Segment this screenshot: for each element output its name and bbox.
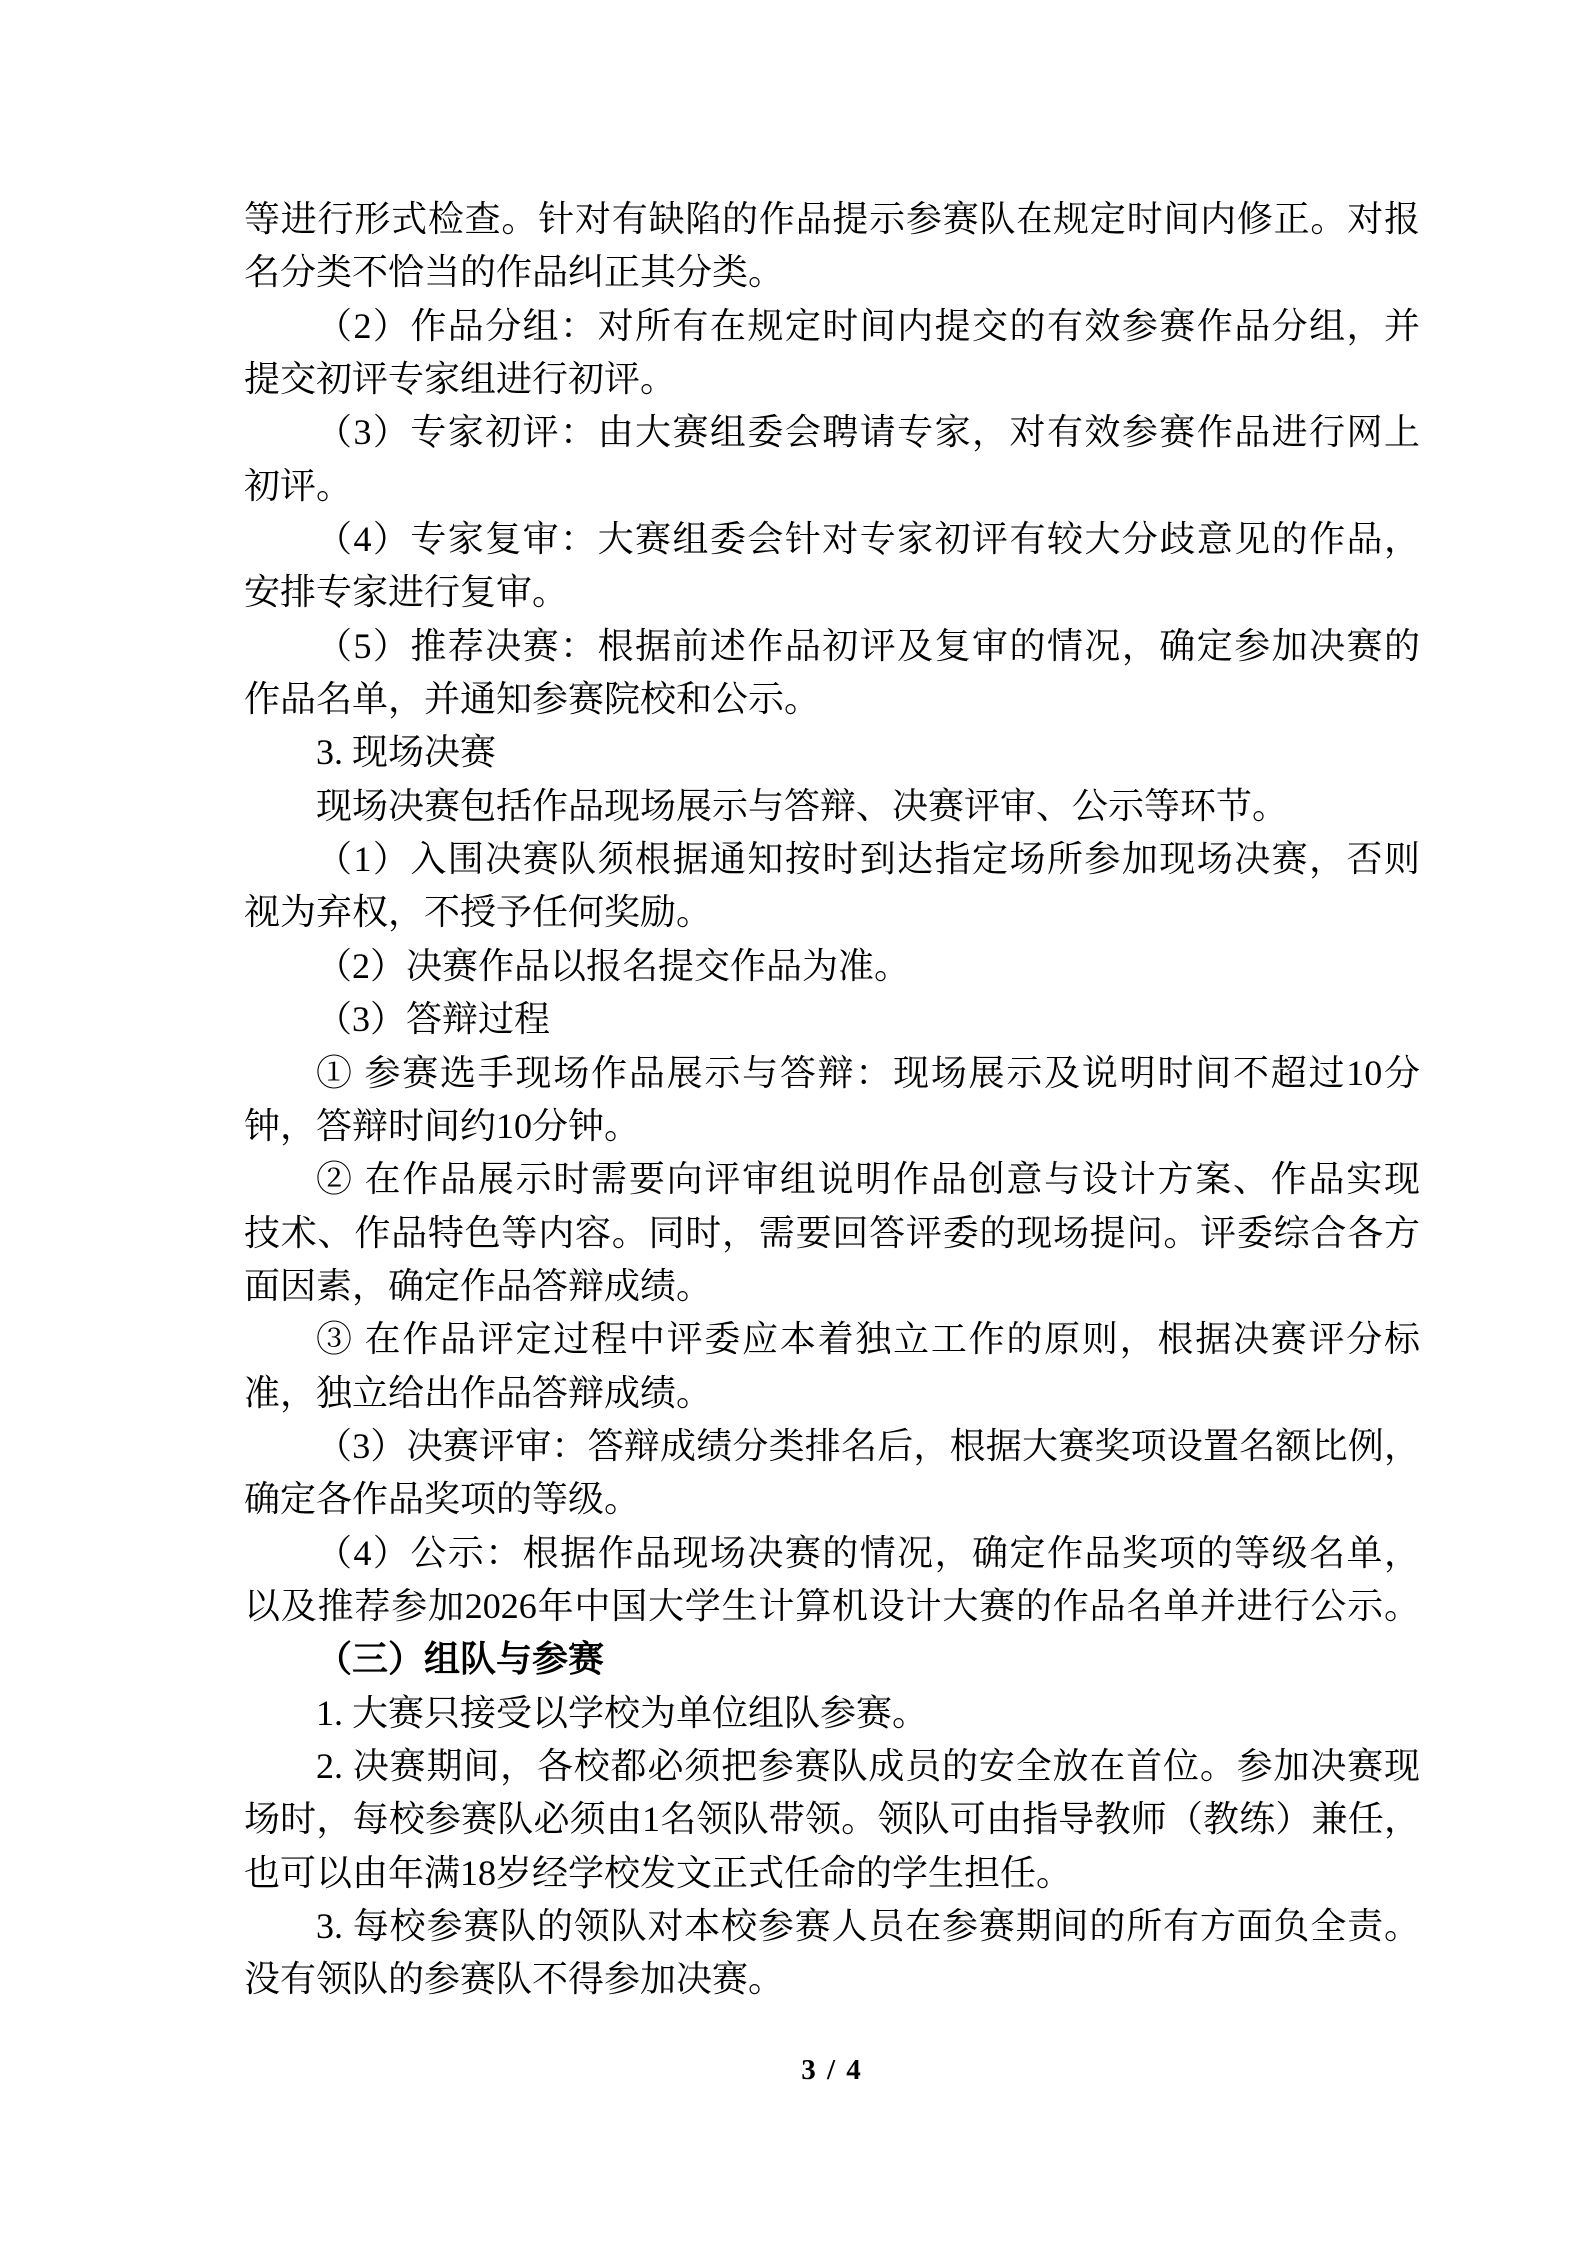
text-line: （2）作品分组：对所有在规定时间内提交的有效参赛作品分组，并 bbox=[316, 305, 1420, 346]
text-line: 3. 现场决赛 bbox=[316, 732, 497, 773]
text-line: 面因素，确定作品答辩成绩。 bbox=[244, 1265, 713, 1306]
text-line: 视为弃权，不授予任何奖励。 bbox=[244, 892, 713, 933]
text-line: 以及推荐参加2026年中国大学生计算机设计大赛的作品名单并进行公示。 bbox=[244, 1585, 1420, 1626]
text-line: 准，独立给出作品答辩成绩。 bbox=[244, 1372, 713, 1413]
text-line: ② 在作品展示时需要向评审组说明作品创意与设计方案、作品实现 bbox=[316, 1159, 1420, 1200]
text-line: （2）决赛作品以报名提交作品为准。 bbox=[316, 945, 911, 986]
text-line: 提交初评专家组进行初评。 bbox=[244, 359, 677, 400]
text-line: （4）专家复审：大赛组委会针对专家初评有较大分歧意见的作品， bbox=[316, 519, 1420, 560]
text-line: 3. 每校参赛队的领队对本校参赛人员在参赛期间的所有方面负全责。 bbox=[316, 1906, 1420, 1946]
text-line: 安排专家进行复审。 bbox=[244, 572, 569, 613]
text-line: 确定各作品奖项的等级。 bbox=[244, 1479, 641, 1520]
text-line: 也可以由年满18岁经学校发文正式任命的学生担任。 bbox=[244, 1852, 1073, 1893]
text-line: （5）推荐决赛：根据前述作品初评及复审的情况，确定参加决赛的 bbox=[316, 625, 1420, 666]
text-line: （3）决赛评审：答辩成绩分类排名后，根据大赛奖项设置名额比例， bbox=[316, 1425, 1420, 1466]
text-line: 钟，答辩时间约10分钟。 bbox=[244, 1105, 641, 1146]
text-line: 名分类不恰当的作品纠正其分类。 bbox=[244, 252, 785, 293]
text-line: 等进行形式检查。针对有缺陷的作品提示参赛队在规定时间内修正。对报 bbox=[244, 199, 1420, 239]
page-number: 3 / 4 bbox=[801, 2054, 863, 2086]
text-line: （三）组队与参赛 bbox=[316, 1639, 605, 1680]
text-line: 现场决赛包括作品现场展示与答辩、决赛评审、公示等环节。 bbox=[316, 785, 1289, 826]
text-line: ③ 在作品评定过程中评委应本着独立工作的原则，根据决赛评分标 bbox=[316, 1319, 1420, 1360]
text-line: （3）答辩过程 bbox=[316, 999, 551, 1040]
document-body bbox=[244, 193, 1420, 2007]
text-line: 作品名单，并通知参赛院校和公示。 bbox=[244, 679, 821, 720]
text-line: 2. 决赛期间，各校都必须把参赛队成员的安全放在首位。参加决赛现 bbox=[316, 1745, 1420, 1786]
text-line: （1）入围决赛队须根据通知按时到达指定场所参加现场决赛，否则 bbox=[316, 839, 1420, 880]
text-line: ① 参赛选手现场作品展示与答辩：现场展示及说明时间不超过10分 bbox=[316, 1052, 1420, 1093]
text-line: 技术、作品特色等内容。同时，需要回答评委的现场提问。评委综合各方 bbox=[244, 1212, 1420, 1253]
text-line: （3）专家初评：由大赛组委会聘请专家，对有效参赛作品进行网上 bbox=[316, 412, 1420, 453]
text-line: 初评。 bbox=[244, 465, 353, 506]
text-line: 1. 大赛只接受以学校为单位组队参赛。 bbox=[316, 1692, 929, 1733]
text-line: 场时，每校参赛队必须由1名领队带领。领队可由指导教师（教练）兼任， bbox=[244, 1799, 1420, 1840]
text-line: 没有领队的参赛队不得参加决赛。 bbox=[244, 1959, 785, 2000]
text-line: （4）公示：根据作品现场决赛的情况，确定作品奖项的等级名单， bbox=[316, 1532, 1420, 1573]
